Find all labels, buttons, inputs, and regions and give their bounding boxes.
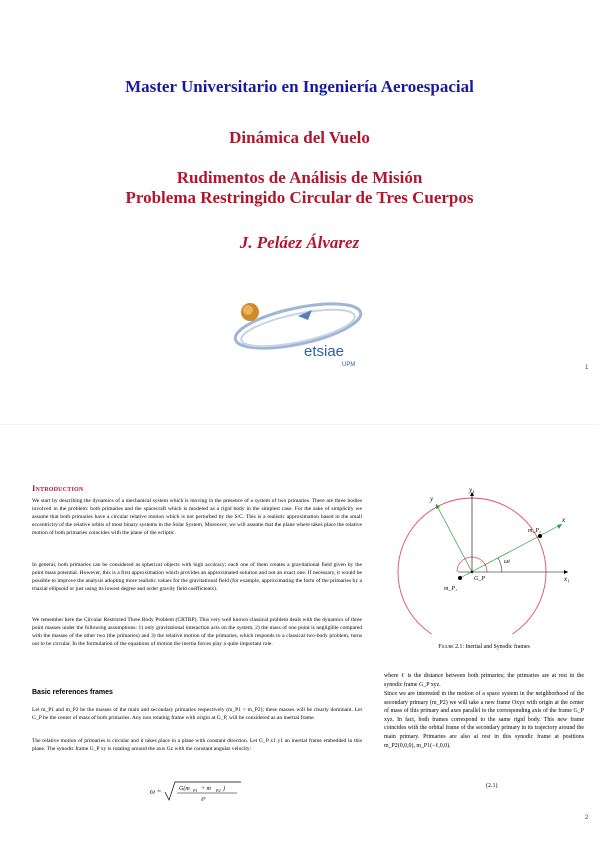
section-title: Introduction bbox=[32, 483, 84, 493]
x-axis bbox=[460, 524, 562, 578]
author-name: J. Peláez Álvarez bbox=[239, 233, 360, 252]
page-number-1: 1 bbox=[585, 365, 589, 371]
paragraph-1-text: We start by describing the dynamics of a mechanical system which is moving in the presence of a system of two primaries. There are three bodies involved in the problem: both primaries and the spacecraft which is modeled as a rigid body in the simplest case. For the sake of simplicity we assume that both primaries have a circular relative motion which is not perturbed by the S/C. This is a realistic approximation based in the small eccentricity of the relative orbits of most binary systems in the Solar System. Moreover, we will assume that the plane where takes place the relative motion of both primaries coincides with the plane of the ecliptic. bbox=[32, 498, 362, 537]
frames-figure bbox=[380, 484, 582, 634]
svg-text:G(m: G(m bbox=[179, 786, 190, 792]
equation-lhs: ω = bbox=[150, 787, 162, 796]
logo-text: etsiae bbox=[304, 343, 345, 360]
svg-text:ℓ³: ℓ³ bbox=[201, 797, 206, 803]
label-y1: y₁ bbox=[469, 486, 475, 494]
label-x1: x₁ bbox=[564, 575, 570, 583]
svg-text:+ m: + m bbox=[201, 786, 212, 792]
right-paragraph-1 bbox=[384, 672, 584, 689]
label-mp2: m_P₂ bbox=[528, 528, 542, 534]
label-mp1: m_P₁ bbox=[444, 586, 458, 592]
subject-title: Dinámica del Vuelo bbox=[229, 128, 370, 147]
lecture-title-line2: Problema Restringido Circular de Tres Cuerpos bbox=[125, 188, 474, 207]
equation-number: (2.1) bbox=[486, 783, 498, 789]
figure-caption-text: Inertial and Synodic frames bbox=[465, 644, 530, 650]
subsection-title: Basic references frames bbox=[32, 689, 113, 696]
right-paragraph-1-text: where ℓ is the distance between both primaries; the primaries are at rest in the synodic frame G_P xyz. bbox=[384, 673, 584, 688]
etsiae-logo bbox=[228, 290, 370, 372]
svg-text:P2: P2 bbox=[216, 788, 221, 793]
page-number-2: 2 bbox=[585, 815, 589, 821]
mp1-dot bbox=[458, 576, 462, 580]
lecture-title-line1: Rudimentos de Análisis de Misión bbox=[176, 168, 423, 187]
paragraph-4-text: Let m_P1 and m_P2 be the masses of the main and secondary primaries respectively (m_P1 > m_P2); these masses will be clearly dominant. Let G_P be the center of mass of both primaries. Any non rotating frame with origin at G_P, will be considered as an inertial frame. bbox=[32, 707, 362, 722]
slide-divider bbox=[0, 424, 599, 425]
paragraph-2-text: In general, both primaries can be considered as spherical objects with high accuracy; each one of them creates a gravitational field given by the point mass potential. However, this is a first approximation which provides an approximated solution and not an exact one. If necessary, it would be possible to improve the analysis adopting more realistic values for the gravitational field (for example, approximating the form of the primaries by a triaxial ellipsoid or just using its lowest degree and order gravity field coefficients). bbox=[32, 562, 362, 593]
figure-caption bbox=[384, 644, 584, 650]
mp2-dot bbox=[538, 534, 542, 538]
equation-sqrt bbox=[163, 780, 243, 804]
svg-text:): ) bbox=[223, 786, 226, 792]
paragraph-5-text: The relative motion of primaries is circular and it takes place in a plane with constant direction. Let G_P x1 y1 an inertial frame embedded in this plane. The synodic frame G_P xy is rotating around the axis Gz with the constant angular velocity: bbox=[32, 738, 362, 753]
course-title: Master Universitario en Ingeniería Aeroespacial bbox=[125, 77, 474, 96]
label-x: x bbox=[562, 516, 566, 524]
paragraph-1 bbox=[32, 497, 362, 537]
figure-caption-label: Figure 2.1: bbox=[438, 644, 465, 650]
paragraph-5 bbox=[32, 737, 362, 753]
logo-subtext: UPM bbox=[342, 362, 356, 368]
right-paragraph-2 bbox=[384, 690, 584, 750]
svg-text:P1: P1 bbox=[193, 788, 198, 793]
lecture-title bbox=[0, 168, 599, 208]
label-y: y bbox=[430, 495, 434, 503]
right-paragraph-2-text: Since we are interested in the motion of a space system in the neighborhood of the secondary primary (m_P2) we will take a new frame Oxyz with origin at the center of mass of this primary and axes parallel to the corresponding axis of the frame G_P xyz. In fact, both frames correspond to the same rigid body. This new frame coincides with the orbital frame of the secondary primary in its trajectory around the main primary. Primaries are also at rest in this synodic frame at positions m_P2(0,0,0), m_P1(−ℓ,0,0). bbox=[384, 691, 584, 749]
y-axis bbox=[436, 504, 472, 572]
label-gp: G_P bbox=[474, 576, 485, 582]
gp-dot bbox=[471, 571, 473, 573]
paragraph-2 bbox=[32, 561, 362, 593]
paragraph-3-text: We remember here the Circular Restricted Three Body Problem (CRTBP). This very well known classical problem deals with the dynamics of three point masses under the following assumptions: 1) only gravitational interaction acts on the system, 2) the mass of one point is negligible compared with the masses of the other two (the primaries) and 3) the relative motion of the primaries, which responds to a classical two-body problem, turns out to be circular. In the formulation of the equations of motion the inertia forces play a quite important role. bbox=[32, 617, 362, 648]
angle-arc bbox=[498, 558, 502, 572]
paragraph-4 bbox=[32, 706, 362, 722]
paragraph-3 bbox=[32, 616, 362, 648]
equation-2-1 bbox=[150, 780, 243, 804]
label-omega: ωt bbox=[504, 559, 510, 565]
